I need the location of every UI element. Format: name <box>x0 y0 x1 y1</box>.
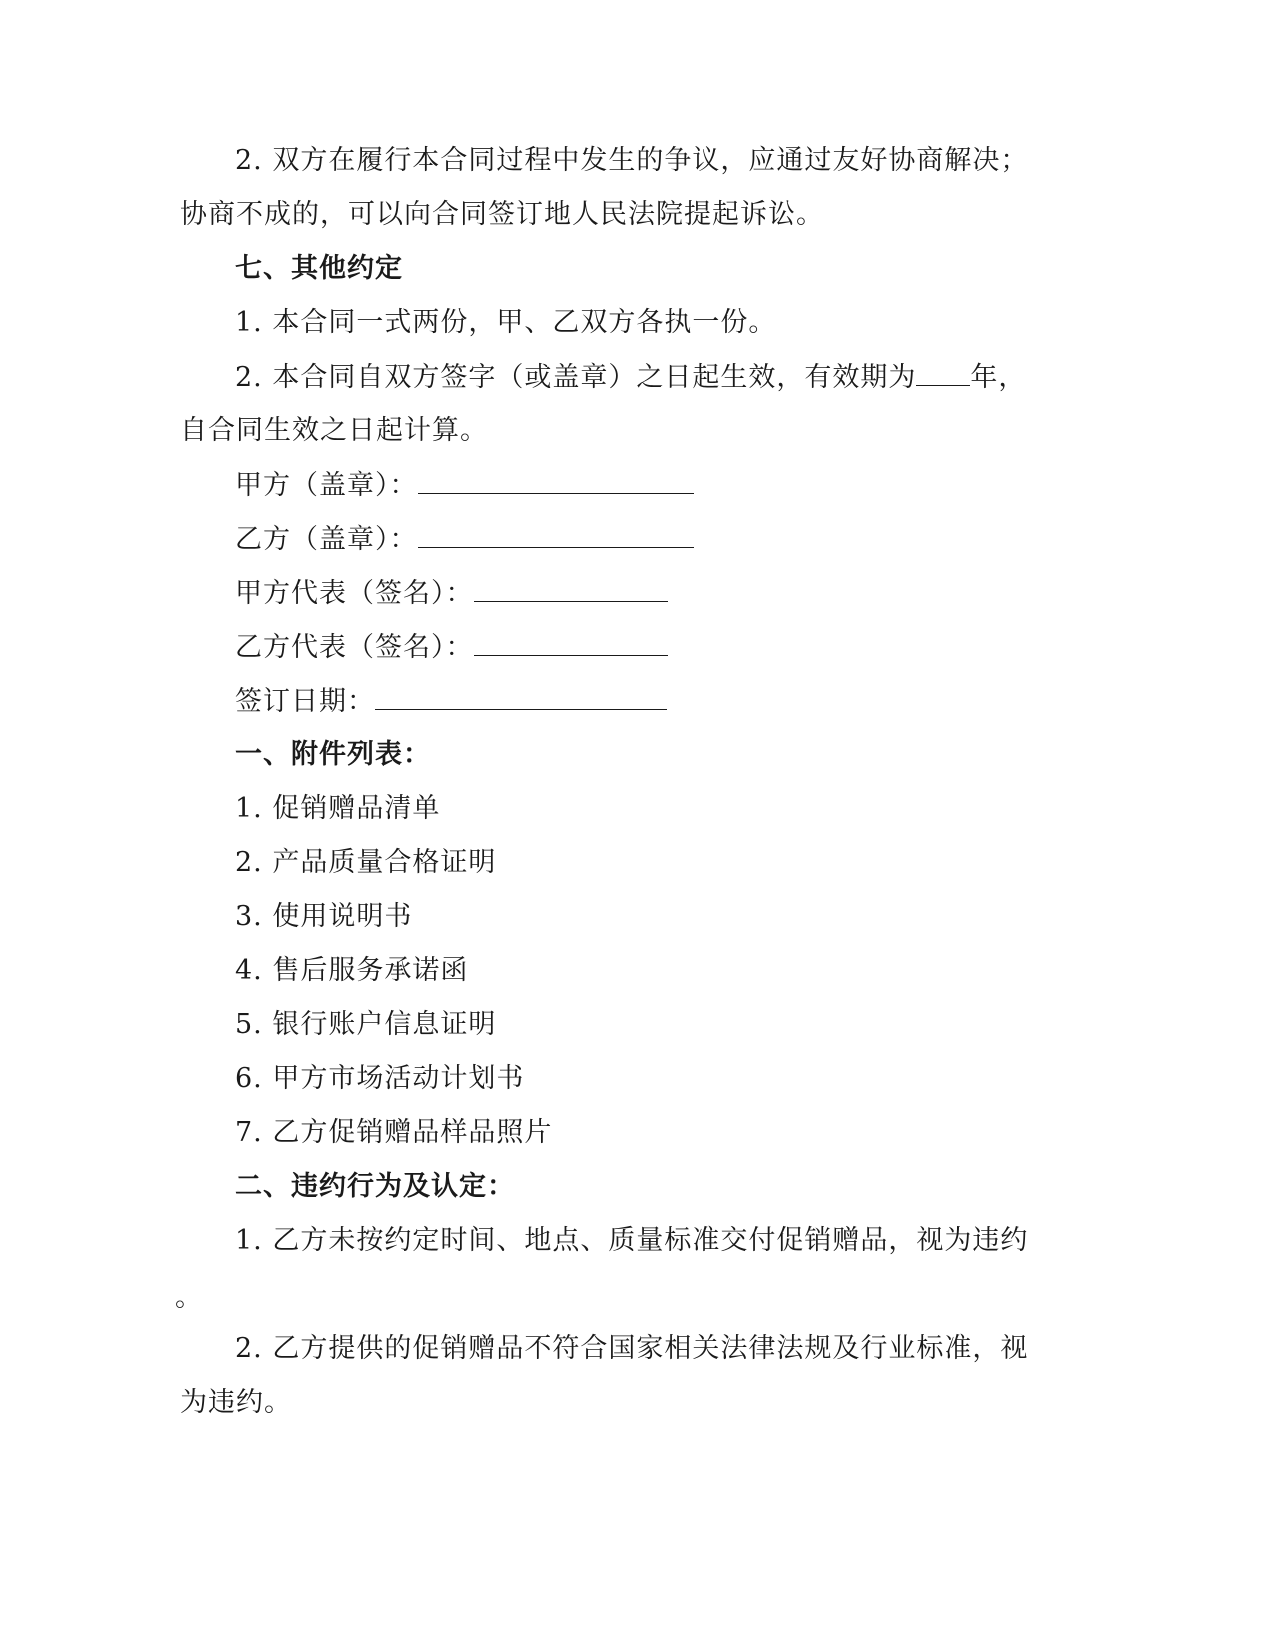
section7-item2-line1 <box>235 359 1026 396</box>
party-b-rep-label: 乙方代表（签名）： <box>235 632 474 663</box>
attachment-item: 1. 促销赠品清单 <box>235 793 441 824</box>
section6-item2-line2: 协商不成的，可以向合同签订地人民法院提起诉讼。 <box>180 199 824 230</box>
party-a-seal-label: 甲方（盖章）： <box>235 470 418 501</box>
party-a-rep-row <box>235 575 668 612</box>
attachment-item: 6. 甲方市场活动计划书 <box>235 1063 525 1094</box>
attachments-heading: 一、附件列表： <box>235 739 431 770</box>
party-b-seal-label: 乙方（盖章）： <box>235 524 418 555</box>
section6-item2-line1: 2. 双方在履行本合同过程中发生的争议，应通过友好协商解决； <box>235 145 1029 176</box>
sign-date-label: 签订日期： <box>235 686 375 717</box>
party-a-rep-label: 甲方代表（签名）： <box>235 578 474 609</box>
attachment-item: 3. 使用说明书 <box>235 901 413 932</box>
sign-date-blank[interactable] <box>375 683 667 710</box>
attachment-item: 7. 乙方促销赠品样品照片 <box>235 1117 553 1148</box>
breach-item1-line1: 1. 乙方未按约定时间、地点、质量标准交付促销赠品，视为违约 <box>235 1225 1029 1256</box>
section7-heading: 七、其他约定 <box>235 253 403 284</box>
party-a-rep-blank[interactable] <box>474 575 668 602</box>
party-b-seal-row <box>235 521 694 558</box>
section7-item2-text-end: 年， <box>970 362 1027 393</box>
breach-item2-line1: 2. 乙方提供的促销赠品不符合国家相关法律法规及行业标准，视 <box>235 1333 1029 1364</box>
party-a-seal-blank[interactable] <box>418 467 694 494</box>
sign-date-row <box>235 683 667 720</box>
attachment-item: 5. 银行账户信息证明 <box>235 1009 497 1040</box>
section7-item1: 1. 本合同一式两份，甲、乙双方各执一份。 <box>235 307 777 338</box>
party-b-rep-blank[interactable] <box>474 629 668 656</box>
party-b-rep-row <box>235 629 668 666</box>
section7-item2-text: 2. 本合同自双方签字（或盖章）之日起生效，有效期为 <box>235 362 917 393</box>
party-a-seal-row <box>235 467 694 504</box>
attachment-item: 4. 售后服务承诺函 <box>235 955 469 986</box>
party-b-seal-blank[interactable] <box>418 521 694 548</box>
section7-item2-line2: 自合同生效之日起计算。 <box>180 415 488 446</box>
breach-item2-line2: 为违约。 <box>180 1387 292 1418</box>
attachment-item: 2. 产品质量合格证明 <box>235 847 497 878</box>
validity-years-blank[interactable] <box>916 359 970 386</box>
breach-heading: 二、违约行为及认定： <box>235 1171 515 1202</box>
breach-item1-line2: 。 <box>175 1282 203 1313</box>
